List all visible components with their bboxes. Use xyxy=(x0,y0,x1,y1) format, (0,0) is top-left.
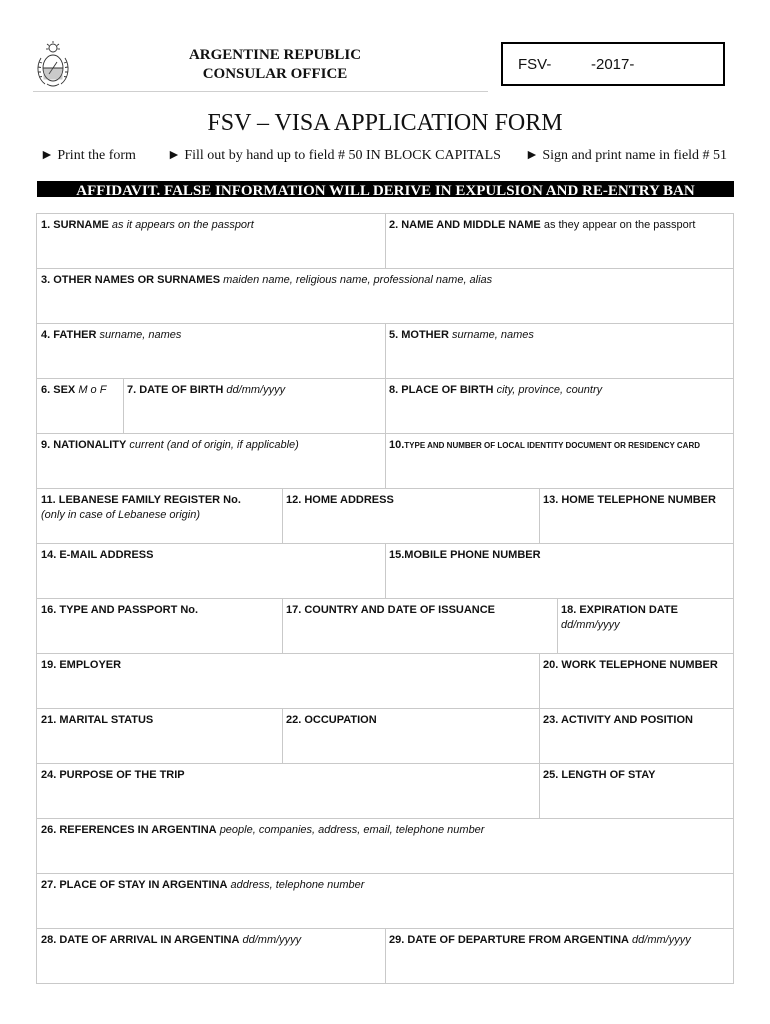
field-16-label: 16. TYPE AND PASSPORT No. xyxy=(41,604,199,616)
row-divider xyxy=(37,653,733,654)
column-divider xyxy=(282,598,283,653)
row-divider xyxy=(37,488,733,489)
field-22-occupation[interactable] xyxy=(286,713,536,728)
field-27-label: 27. PLACE OF STAY IN ARGENTINA xyxy=(41,879,228,891)
field-21-marital-status[interactable] xyxy=(41,713,279,728)
field-15-mobile-phone[interactable] xyxy=(389,548,731,563)
field-29-hint: dd/mm/yyyy xyxy=(632,934,691,946)
field-27-hint: address, telephone number xyxy=(230,879,365,891)
column-divider xyxy=(539,488,540,543)
field-13-label: 13. HOME TELEPHONE NUMBER xyxy=(543,494,716,506)
field-26-references[interactable] xyxy=(41,823,731,838)
field-20-work-telephone[interactable] xyxy=(543,658,733,673)
row-divider xyxy=(37,598,733,599)
form-title: FSV – VISA APPLICATION FORM xyxy=(207,110,563,136)
field-2-name[interactable] xyxy=(389,218,731,233)
affidavit-banner: AFFIDAVIT. FALSE INFORMATION WILL DERIVE IN EXPULSION AND RE-ENTRY BAN xyxy=(37,181,734,197)
field-17-country-date-issuance[interactable] xyxy=(286,603,554,618)
field-18-label: 18. EXPIRATION DATE xyxy=(561,604,678,616)
field-20-label: 20. WORK TELEPHONE NUMBER xyxy=(543,659,718,671)
field-14-email[interactable] xyxy=(41,548,381,563)
fsv-prefix: FSV- xyxy=(518,56,552,73)
column-divider xyxy=(539,763,540,818)
instruction-fill: ► Fill out by hand up to field # 50 IN BLOCK CAPITALS xyxy=(167,148,501,163)
column-divider xyxy=(282,488,283,543)
field-13-home-telephone[interactable] xyxy=(543,493,733,508)
field-3-other-names[interactable] xyxy=(41,273,731,288)
field-11-lebanese-register[interactable] xyxy=(41,493,279,523)
fsv-year: -2017- xyxy=(591,56,635,73)
field-1-label: 1. SURNAME xyxy=(41,219,109,231)
field-8-label: 8. PLACE OF BIRTH xyxy=(389,384,494,396)
field-12-home-address[interactable] xyxy=(286,493,536,508)
field-4-hint: surname, names xyxy=(99,329,182,341)
row-divider xyxy=(37,268,733,269)
field-7-date-of-birth[interactable] xyxy=(127,383,381,398)
row-divider xyxy=(37,763,733,764)
field-8-place-of-birth[interactable] xyxy=(389,383,731,398)
column-divider xyxy=(282,708,283,763)
field-6-hint: M o F xyxy=(78,384,107,396)
field-5-hint: surname, names xyxy=(451,329,534,341)
field-19-employer[interactable] xyxy=(41,658,536,673)
field-23-activity-position[interactable] xyxy=(543,713,733,728)
field-29-label: 29. DATE OF DEPARTURE FROM ARGENTINA xyxy=(389,934,629,946)
field-27-place-of-stay[interactable] xyxy=(41,878,731,893)
field-24-purpose-of-trip[interactable] xyxy=(41,768,536,783)
field-11-hint: (only in case of Lebanese origin) xyxy=(41,509,200,521)
field-1-hint: as it appears on the passport xyxy=(111,219,254,231)
instruction-print: ► Print the form xyxy=(40,148,136,163)
application-form-grid xyxy=(36,213,734,984)
field-17-label: 17. COUNTRY AND DATE OF ISSUANCE xyxy=(286,604,496,616)
column-divider xyxy=(557,598,558,653)
field-25-length-of-stay[interactable] xyxy=(543,768,733,783)
field-7-hint: dd/mm/yyyy xyxy=(226,384,286,396)
issuer-block xyxy=(180,46,370,84)
field-11-label: 11. LEBANESE FAMILY REGISTER No. xyxy=(41,494,241,506)
header-divider xyxy=(33,91,488,92)
field-3-label: 3. OTHER NAMES OR SURNAMES xyxy=(41,274,221,286)
field-29-date-of-departure[interactable] xyxy=(389,933,731,948)
field-2-hint: as they appear on the passport xyxy=(543,219,696,231)
field-12-label: 12. HOME ADDRESS xyxy=(286,494,394,506)
column-divider xyxy=(385,214,386,268)
column-divider xyxy=(385,928,386,983)
field-28-hint: dd/mm/yyyy xyxy=(242,934,302,946)
row-divider xyxy=(37,708,733,709)
field-25-label: 25. LENGTH OF STAY xyxy=(543,769,656,781)
field-6-sex[interactable] xyxy=(41,383,121,398)
fsv-number-box[interactable] xyxy=(501,42,725,86)
field-2-label: 2. NAME AND MIDDLE NAME xyxy=(389,219,541,231)
republic-name: ARGENTINE REPUBLIC xyxy=(188,47,362,63)
column-divider xyxy=(385,323,386,488)
field-9-nationality[interactable] xyxy=(41,438,381,453)
argentine-coat-of-arms-icon xyxy=(33,40,73,90)
field-10-hint: TYPE AND NUMBER OF LOCAL IDENTITY DOCUMENT OR RESIDENCY CARD xyxy=(404,441,701,450)
column-divider xyxy=(123,378,124,433)
field-15-label: 15.MOBILE PHONE NUMBER xyxy=(389,549,541,561)
column-divider xyxy=(385,543,386,598)
field-6-label: 6. SEX xyxy=(41,384,76,396)
field-4-label: 4. FATHER xyxy=(41,329,97,341)
field-10-identity-document[interactable] xyxy=(389,438,731,453)
row-divider xyxy=(37,873,733,874)
field-4-father[interactable] xyxy=(41,328,381,343)
field-7-label: 7. DATE OF BIRTH xyxy=(127,384,224,396)
field-8-hint: city, province, country xyxy=(496,384,603,396)
field-10-label: 10. xyxy=(389,439,405,451)
field-5-label: 5. MOTHER xyxy=(389,329,449,341)
field-26-hint: people, companies, address, email, telephone number xyxy=(219,824,485,836)
column-divider xyxy=(539,708,540,763)
field-22-label: 22. OCCUPATION xyxy=(286,714,377,726)
field-3-hint: maiden name, religious name, professional name, alias xyxy=(223,274,493,286)
field-21-label: 21. MARITAL STATUS xyxy=(41,714,154,726)
field-14-label: 14. E-MAIL ADDRESS xyxy=(41,549,154,561)
field-28-label: 28. DATE OF ARRIVAL IN ARGENTINA xyxy=(41,934,240,946)
field-1-surname[interactable] xyxy=(41,218,381,233)
field-19-label: 19. EMPLOYER xyxy=(41,659,122,671)
field-23-label: 23. ACTIVITY AND POSITION xyxy=(543,714,693,726)
field-9-hint: current (and of origin, if applicable) xyxy=(129,439,299,451)
field-28-date-of-arrival[interactable] xyxy=(41,933,381,948)
row-divider xyxy=(37,818,733,819)
field-9-label: 9. NATIONALITY xyxy=(41,439,127,451)
field-18-expiration-date[interactable] xyxy=(561,603,731,633)
field-5-mother[interactable] xyxy=(389,328,731,343)
field-16-passport-number[interactable] xyxy=(41,603,279,618)
field-24-label: 24. PURPOSE OF THE TRIP xyxy=(41,769,185,781)
instruction-sign: ► Sign and print name in field # 51 xyxy=(525,148,728,163)
column-divider xyxy=(539,653,540,708)
office-name: CONSULAR OFFICE xyxy=(202,66,348,82)
field-18-hint: dd/mm/yyyy xyxy=(561,619,620,631)
field-26-label: 26. REFERENCES IN ARGENTINA xyxy=(41,824,217,836)
